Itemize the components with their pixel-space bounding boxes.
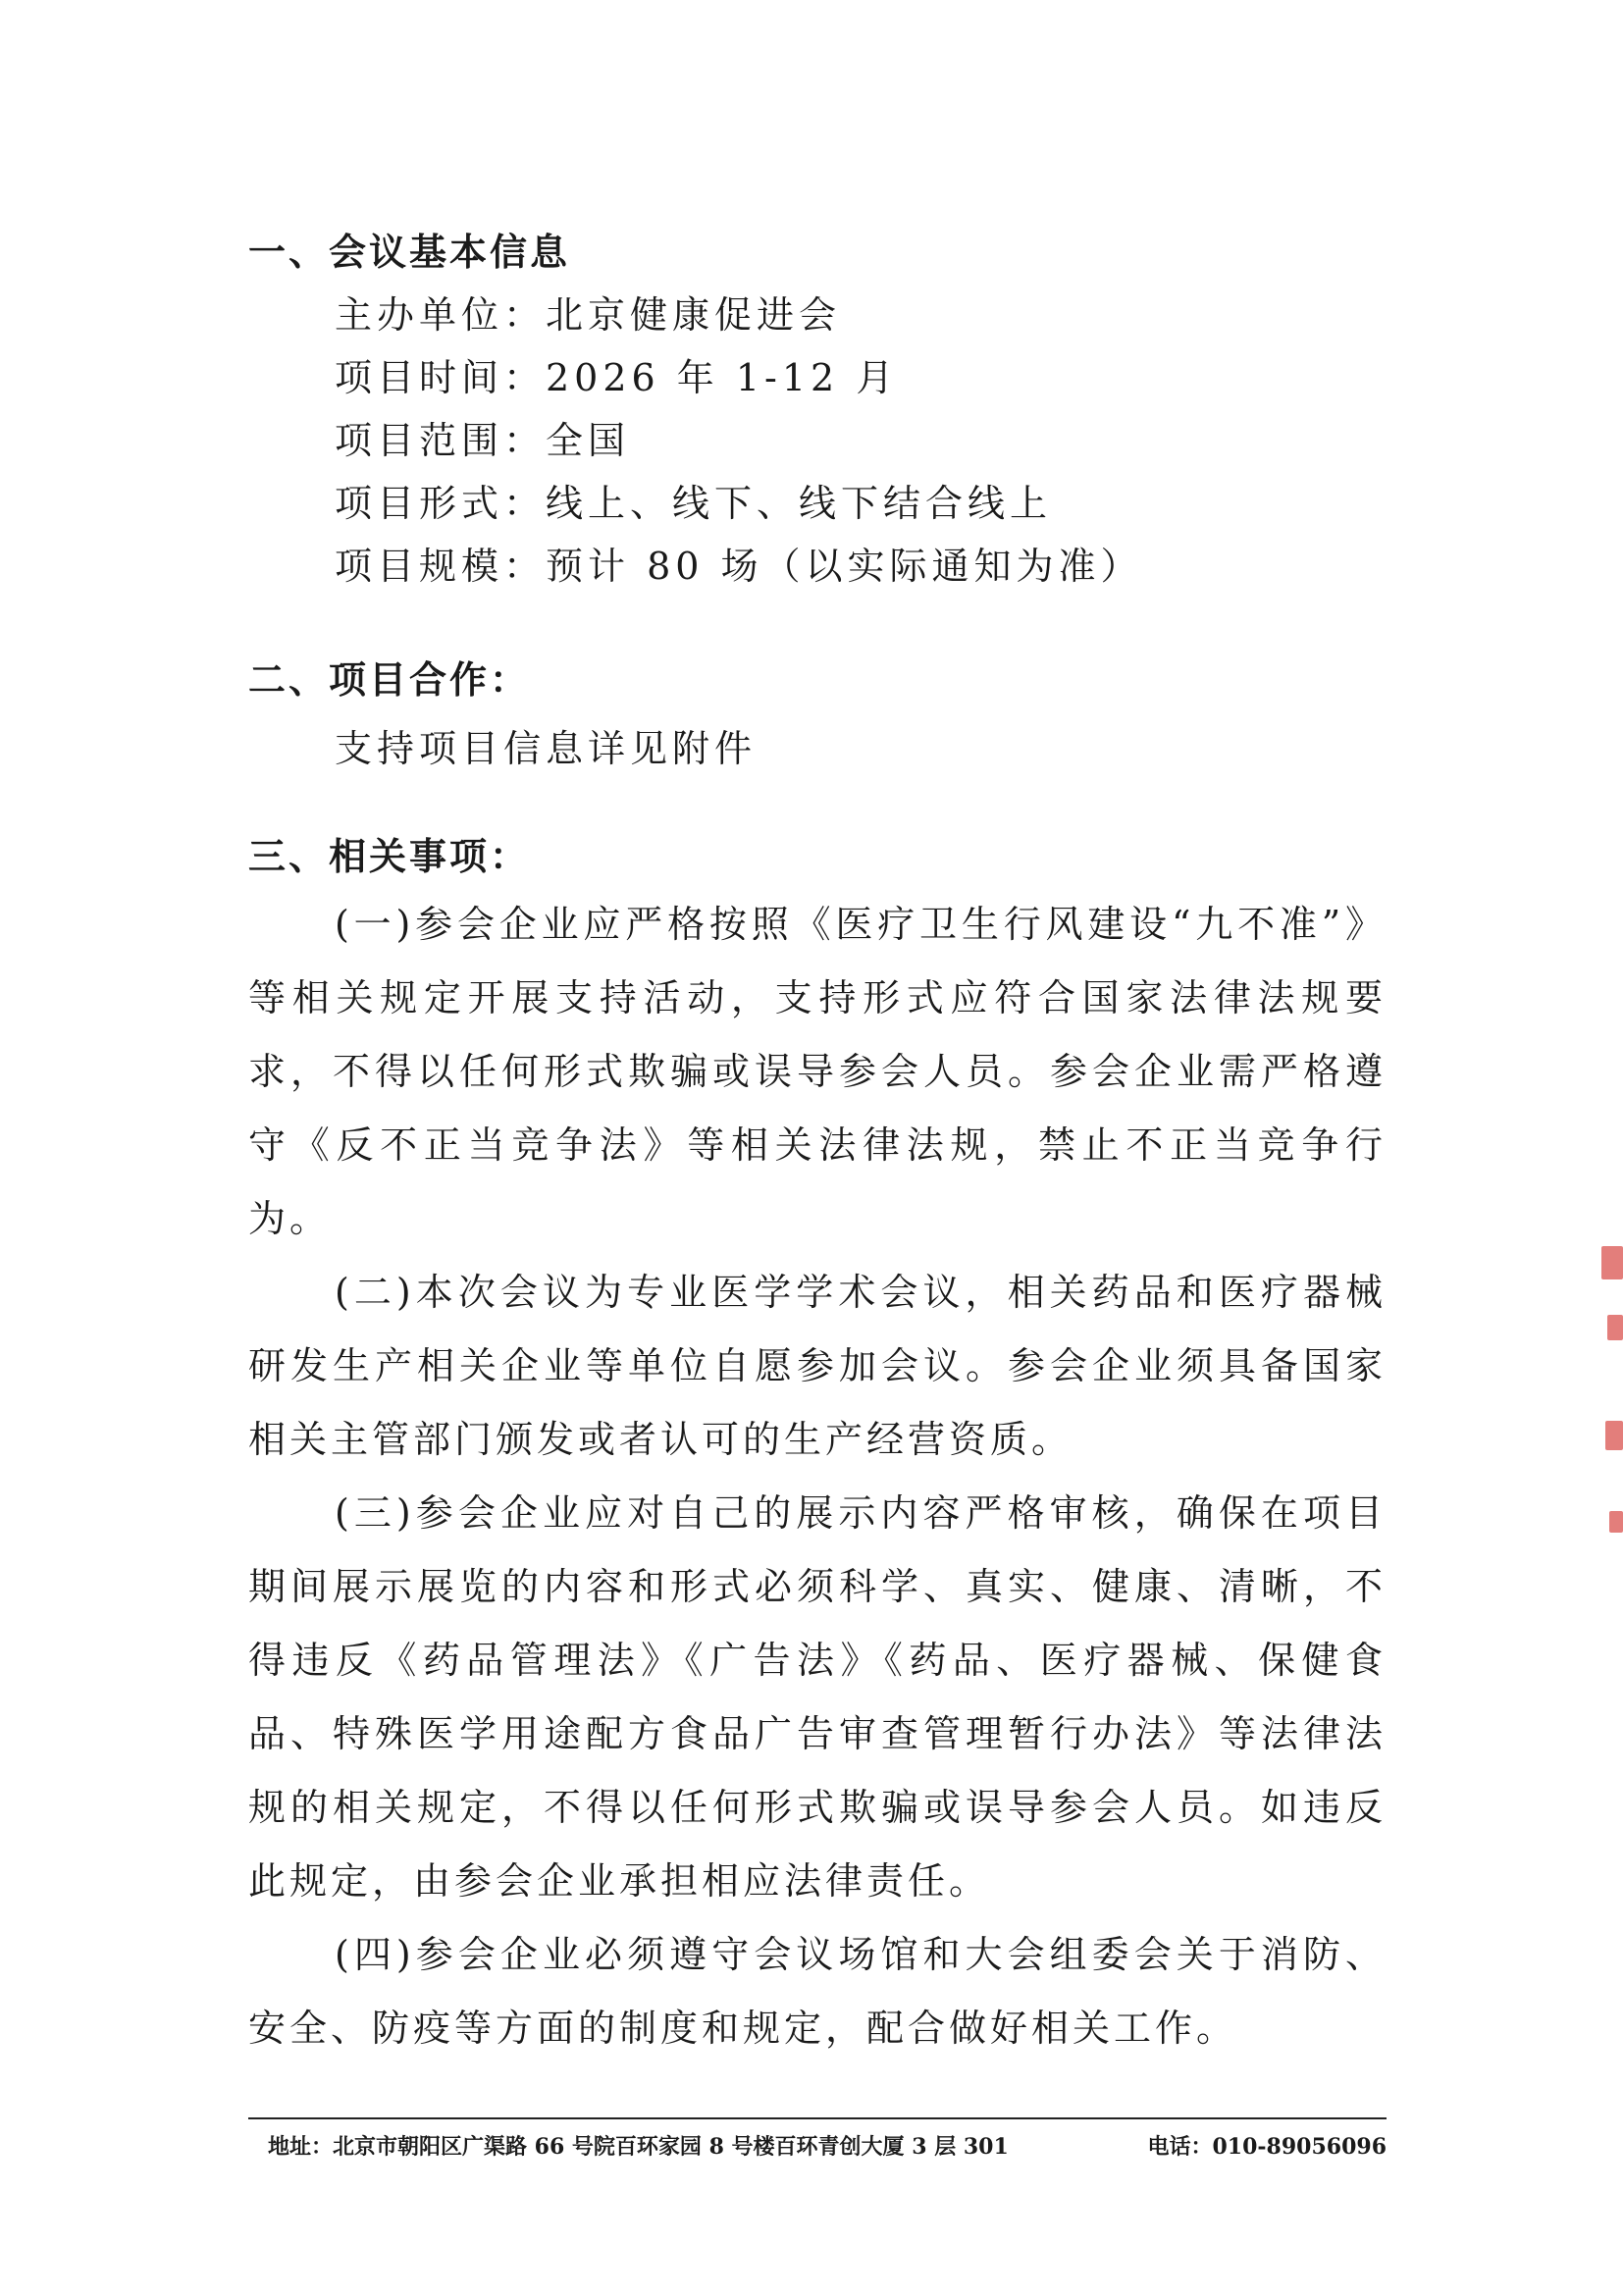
- matter-paragraph-4: (四)参会企业必须遵守会议场馆和大会组委会关于消防、 安全、防疫等方面的制度和规定，配合做好相关工作。: [248, 1933, 1387, 2050]
- matter-paragraph-3: (三)参会企业应对自己的展示内容严格审核，确保在项目期间展示展览的内容和形式必须科学、真实、健康、清晰，不得违反《药品管理法》《广告法》《药品、医疗器械、保健食品、特殊医学用途配方食品广告审查管理暂行办法》等法律法规的相关规定，不得以任何形式欺骗或误导参会人员。如违反此规定，由参会企业承担相应法律责任。: [248, 1491, 1387, 1903]
- seal-edge-mark: [1605, 1421, 1623, 1450]
- section-heading-related-matters: 三、相关事项：: [248, 835, 531, 878]
- section-heading-cooperation: 二、项目合作：: [248, 658, 531, 702]
- info-scope: 项目范围：全国: [335, 419, 631, 462]
- matter-paragraph-1: (一)参会企业应严格按照《医疗卫生行风建设“九不准”》等相关规定开展支持活动，支持形式应符合国家法律法规要求，不得以任何形式欺骗或误导参会人员。参会企业需严格遵守《反不正当竞争法》等相关法律法规，禁止不正当竞争行为。: [248, 903, 1387, 1240]
- section-spacer: [248, 598, 1387, 649]
- seal-edge-mark: [1607, 1315, 1623, 1340]
- section-heading-basic-info: 一、会议基本信息: [248, 231, 571, 274]
- info-organizer: 主办单位：北京健康促进会: [335, 293, 842, 337]
- cooperation-text: 支持项目信息详见附件: [335, 727, 758, 770]
- footer: [268, 2131, 1387, 2163]
- document-body: [248, 221, 1387, 2065]
- footer-divider: [248, 2117, 1387, 2119]
- footer-address: 地址：北京市朝阳区广渠路 66 号院百环家园 8 号楼百环青创大厦 3 层 301: [268, 2134, 1009, 2160]
- footer-phone: 电话：010-89056096: [1147, 2134, 1387, 2160]
- seal-edge-mark: [1609, 1511, 1623, 1533]
- seal-edge-mark: [1601, 1246, 1623, 1279]
- section-spacer: [248, 786, 1387, 825]
- info-scale: 项目规模：预计 80 场（以实际通知为准）: [335, 545, 1143, 588]
- info-time: 项目时间：2026 年 1-12 月: [335, 356, 899, 399]
- info-format: 项目形式：线上、线下、线下结合线上: [335, 482, 1053, 525]
- matter-paragraph-2: (二)本次会议为专业医学学术会议，相关药品和医疗器械研发生产相关企业等单位自愿参加会议。参会企业须具备国家相关主管部门颁发或者认可的生产经营资质。: [248, 1271, 1387, 1461]
